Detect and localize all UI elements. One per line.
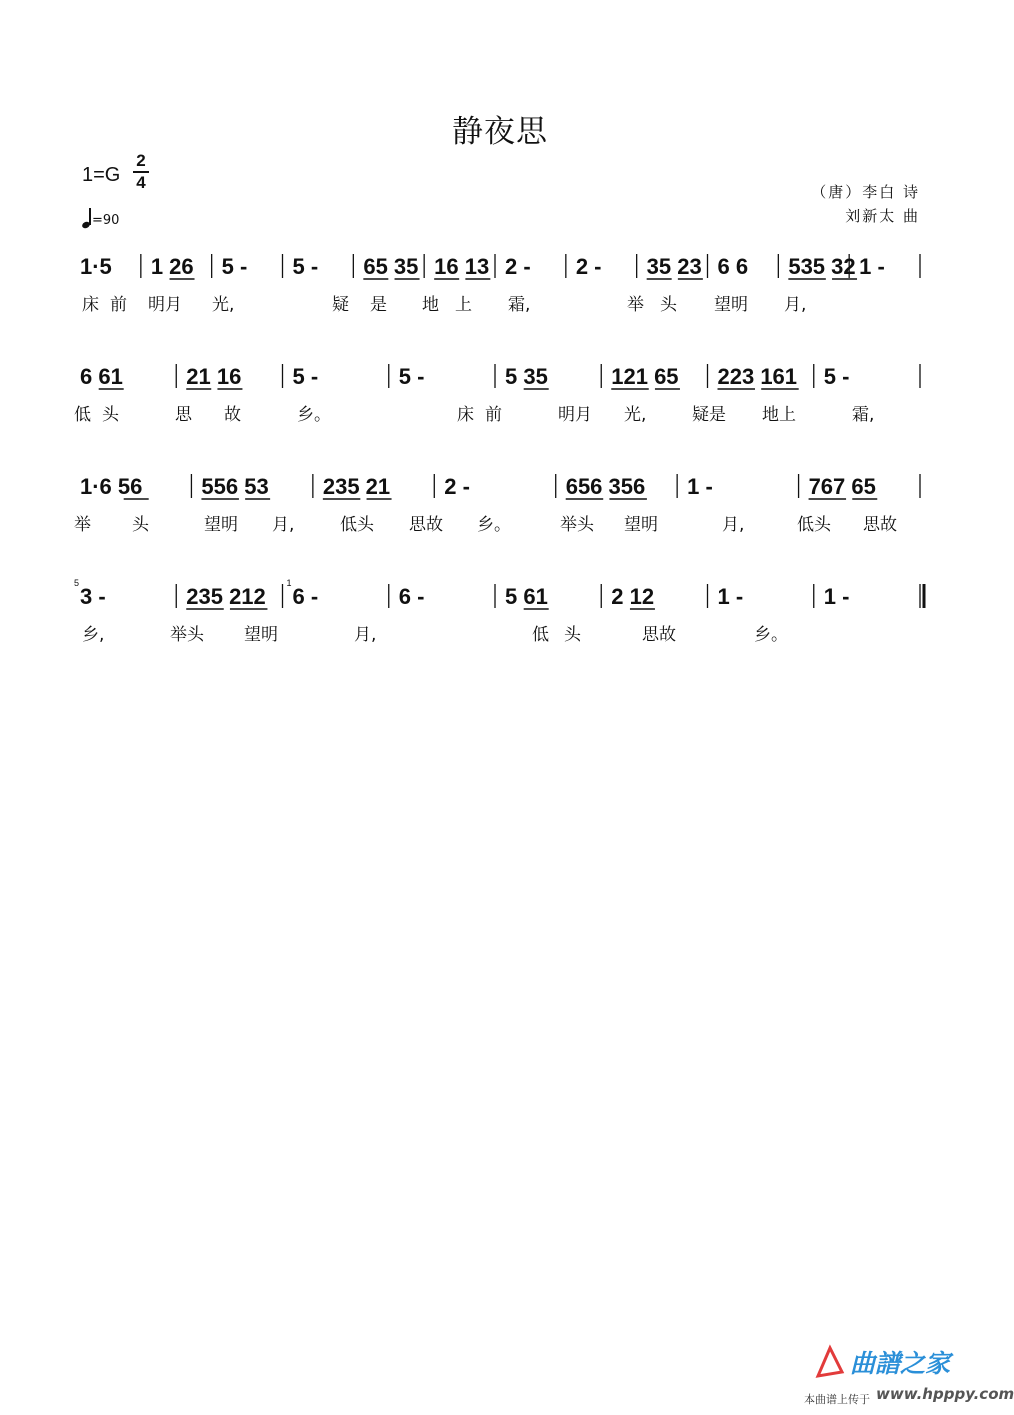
lyric-text: 低头 [340,515,374,535]
tempo-value: =90 [92,213,120,228]
lyric-text: 低 [74,405,91,425]
measure-notes: 767 65 [808,474,876,499]
measure-notes: 235 212 [186,584,266,609]
site-name: 曲譜之家 [850,1349,951,1378]
measure-notes: 1 - [717,584,744,609]
lyric-text: 乡, [82,625,105,645]
lyric-text: 床 [457,405,474,425]
score-line-4-svg [72,570,932,650]
lyric-text: 霜, [852,405,875,425]
lyric-text: 望明 [714,295,748,315]
lyric-text: 床 [82,295,99,315]
lyric-text: 头 [102,405,119,425]
lyric-text: 光, [212,295,235,315]
lyric-text: 思故 [409,515,443,535]
lyric-text: 头 [132,515,149,535]
lyric-text: 月, [354,625,377,645]
measure-notes: 1·6 56 [80,474,143,499]
measure-notes: 6 - [292,584,319,609]
measure-notes: 2 - [444,474,470,499]
measure-notes: 6 61 [80,364,123,389]
measure-notes: 5 - [398,364,425,389]
lyric-text: 明月 [558,405,592,425]
lyric-text: 霜, [508,295,531,315]
measure-notes: 65 35 [363,254,419,279]
measure-notes: 6 - [398,584,425,609]
measure-notes: 223 161 [717,364,798,389]
lyric-text: 乡。 [477,515,511,535]
measure-notes: 6 6 [717,254,749,279]
lyric-text: 头 [660,295,677,315]
key-signature: 1=G [82,164,121,186]
measure-notes: 2 - [575,254,602,279]
lyric-text: 举头 [560,515,594,535]
composer-credit: 刘新太 曲 [845,207,920,225]
score-line-3-svg [72,460,932,540]
time-signature-bottom: 4 [136,173,146,192]
quarter-note-icon [82,206,92,228]
measure-notes: 2 - [505,254,531,279]
measure-notes: 556 53 [201,474,269,499]
lyric-text: 疑 [332,295,349,315]
measure-notes: 5 - [221,254,248,279]
lyric-text: 前 [485,405,502,425]
score-line-1-svg [72,240,932,320]
score-line-1 [72,240,932,320]
measure-notes: 5 - [823,364,850,389]
lyric-text: 光, [624,405,647,425]
measure-notes: 1 - [823,584,850,609]
lyric-text: 地 [422,295,439,315]
upload-note: 本曲谱上传于 [804,1393,870,1406]
song-title: 静夜思 [452,114,548,150]
lyric-text: 头 [564,625,581,645]
measure-notes: 656 356 [565,474,646,499]
measure-notes: 2 12 [611,584,655,609]
lyric-text: 上 [455,295,472,315]
poet-credit: （唐）李白 诗 [811,183,920,201]
lyric-text: 乡。 [297,405,331,425]
lyric-text: 举头 [170,625,204,645]
lyric-text: 明月 [148,295,182,315]
lyric-text: 是 [370,295,387,315]
measure-notes: 121 65 [611,364,679,389]
site-url: www.hpppy.com [876,1385,1014,1403]
time-signature-top: 2 [136,151,146,170]
logo-mark-icon [818,1348,842,1376]
measure-notes: 35 23 [646,254,702,279]
lyric-text: 思故 [642,625,676,645]
measure-notes: 5 61 [505,584,548,609]
grace-note: 1 [286,578,292,588]
score-line-2 [72,350,932,430]
measure-notes: 535 32 [788,254,856,279]
site-logo [812,1342,992,1382]
lyric-text: 月, [272,515,295,535]
measure-notes: 1·5 [80,254,112,279]
lyric-text: 前 [110,295,127,315]
measure-notes: 1 - [859,254,885,279]
measure-notes: 5 - [292,364,319,389]
measure-notes: 235 21 [322,474,391,499]
measure-notes: 21 16 [186,364,242,389]
score-line-2-svg [72,350,932,430]
lyric-text: 疑是 [692,405,726,425]
score-line-3 [72,460,932,540]
measure-notes: 16 13 [434,254,490,279]
lyric-text: 举 [74,515,91,535]
lyric-text: 望明 [624,515,658,535]
lyric-text: 思故 [863,515,897,535]
lyric-text: 故 [224,405,241,425]
measure-notes: 5 - [292,254,319,279]
lyric-text: 举 [627,295,644,315]
measure-notes: 1 - [687,474,713,499]
lyric-text: 望明 [204,515,238,535]
lyric-text: 思 [175,405,192,425]
lyric-text: 低 [532,625,549,645]
score-line-4 [72,570,932,650]
tempo-marking [82,206,119,228]
lyric-text: 月, [784,295,807,315]
lyric-text: 乡。 [754,625,788,645]
time-signature [133,152,149,192]
measure-notes: 5 35 [505,364,548,389]
lyric-text: 低头 [797,515,831,535]
measure-notes: 1 26 [150,254,194,279]
lyric-text: 望明 [244,625,278,645]
measure-notes: 3 - [80,584,106,609]
lyric-text: 月, [722,515,745,535]
lyric-text: 地上 [762,405,796,425]
grace-note: 5 [74,578,80,588]
